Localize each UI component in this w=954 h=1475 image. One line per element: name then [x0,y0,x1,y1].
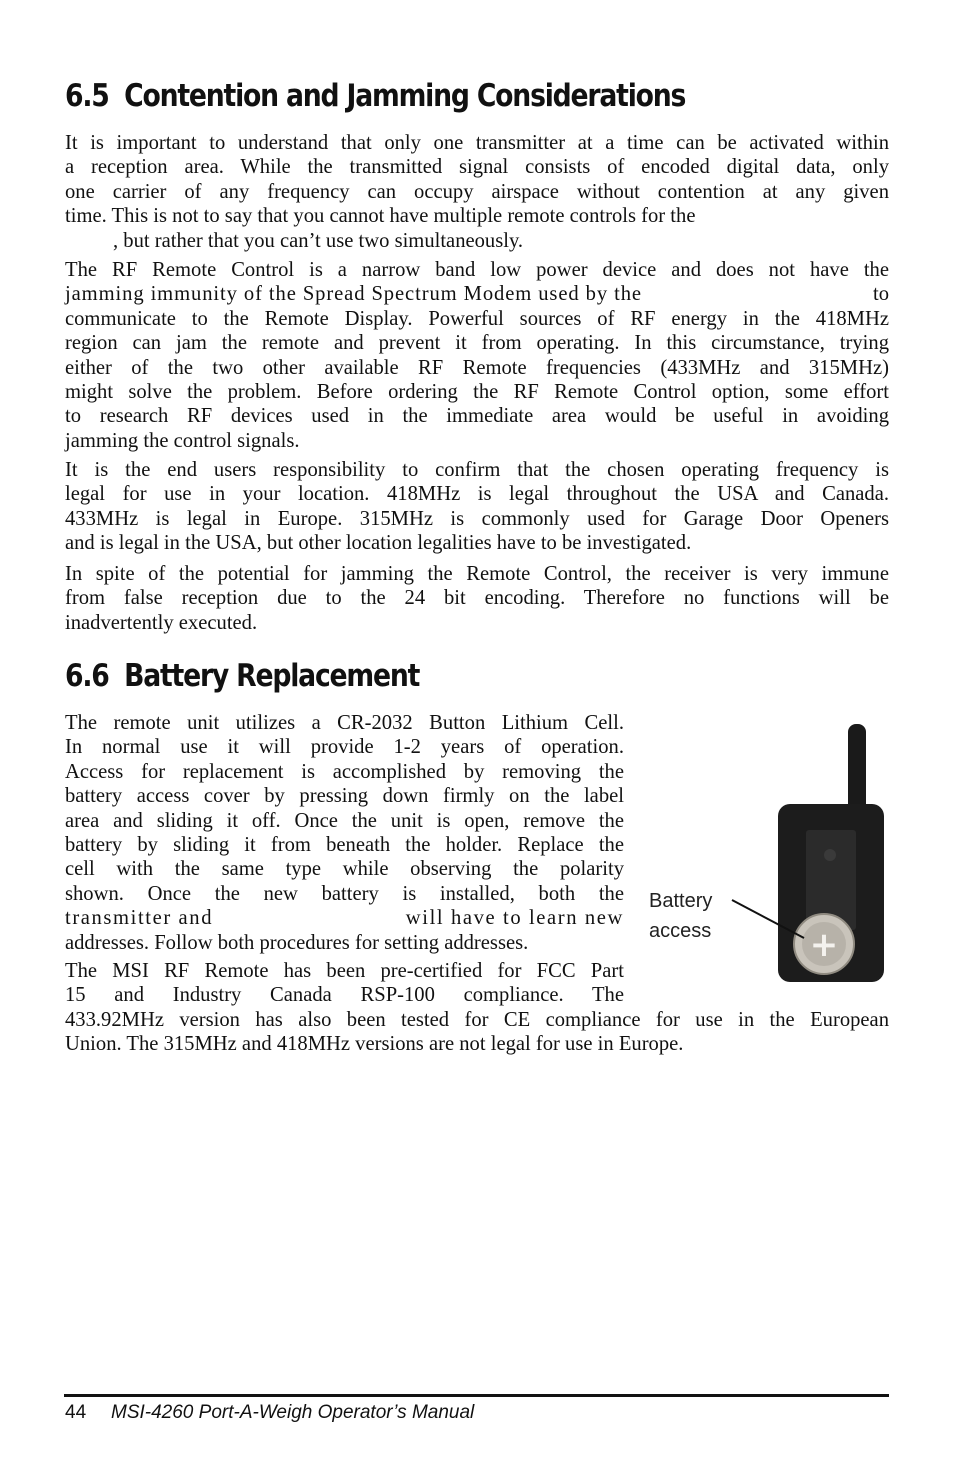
callout-line: Battery [649,890,713,912]
text-line: from false reception due to the 24 bit encoding. Therefore no functions will be [65,587,889,610]
text-line: It is the end users responsibility to confirm that the chosen operating frequency is [65,459,889,481]
remote-battery-photo [636,712,896,992]
paragraph-contention-3 [65,458,889,556]
text-line: communicate to the Remote Display. Powerful sources of RF energy in the 418MHz [65,307,889,330]
text-line: The RF Remote Control is a narrow band low power device and does not have the [65,259,889,281]
section-heading-contention [65,78,685,114]
page-number: 44 [65,1402,87,1423]
paragraph-contention-2 [65,258,889,453]
callout-line: access [649,920,712,942]
text-line: The MSI RF Remote has been pre-certified for FCC Part [65,960,624,982]
paragraph-battery-1 [65,711,624,955]
text-line: to research RF devices used in the immediate area would be useful in avoiding [65,405,889,428]
text-line: inadvertently executed. [65,611,258,634]
text-fragment: jamming immunity of the Spread Spectrum Modem used by the [65,283,642,306]
text-fragment: will have to learn new [405,907,624,930]
page-footer [65,1402,474,1424]
section-heading-battery [65,658,419,694]
footer-rule [64,1394,889,1397]
text-line: region can jam the remote and prevent it from operating. In this circumstance, trying [65,332,889,355]
text-line: one carrier of any frequency can occupy airspace without contention at any given [65,180,889,203]
text-line: jamming the control signals. [65,429,300,452]
section-title: Contention and Jamming Considerations [124,78,686,114]
text-line: 433.92MHz version has also been tested for CE compliance for use in the European [65,1008,889,1031]
text-line: In spite of the potential for jamming the Remote Control, the receiver is very immune [65,563,889,585]
text-line: Access for replacement is accomplished by removing the [65,760,624,783]
text-line: battery access cover by pressing down firmly on the label [65,785,624,808]
text-line: cell with the same type while observing the polarity [65,858,624,881]
text-line: Union. The 315MHz and 418MHz versions are not legal for use in Europe. [65,1033,684,1056]
text-line: legal for use in your location. 418MHz is legal throughout the USA and Canada. [65,483,889,506]
paragraph-contention-1 [65,131,889,253]
text-line [65,282,889,306]
section-title: Battery Replacement [124,658,420,694]
text-line: addresses. Follow both procedures for setting addresses. [65,931,529,954]
text-line: It is important to understand that only one transmitter at a time can be activated within [65,132,889,154]
text-line: , but rather that you can’t use two simultaneously. [113,229,524,252]
text-line: battery by sliding it from beneath the holder. Replace the [65,834,624,857]
text-fragment: transmitter and [65,907,214,930]
screw-icon [824,849,836,861]
paragraph-contention-4 [65,562,889,635]
text-line [65,906,624,930]
text-line: In normal use it will provide 1-2 years of operation. [65,736,624,759]
text-line: area and sliding it off. Once the unit is open, remove the [65,809,624,832]
manual-title: MSI-4260 Port-A-Weigh Operator’s Manual [111,1402,475,1423]
polarity-plus-icon: + [809,925,839,965]
text-line: might solve the problem. Before ordering the RF Remote Control option, some effort [65,381,889,404]
section-number: 6.6 [65,658,109,694]
text-line: and is legal in the USA, but other location legalities have to be investigated. [65,532,692,555]
text-line: a reception area. While the transmitted signal consists of encoded digital data, only [65,156,889,179]
text-line: either of the two other available RF Remote frequencies (433MHz and 315MHz) [65,356,889,379]
section-number: 6.5 [65,78,109,114]
text-line: time. This is not to say that you cannot have multiple remote controls for the [65,205,696,228]
text-line: 15 and Industry Canada RSP-100 compliance. The [65,984,624,1007]
text-line: 433MHz is legal in Europe. 315MHz is commonly used for Garage Door Openers [65,507,889,530]
figure-callout [649,886,712,946]
text-fragment: to [872,283,889,306]
text-line: The remote unit utilizes a CR-2032 Button Lithium Cell. [65,712,624,734]
text-line: shown. Once the new battery is installed, both the [65,882,624,905]
